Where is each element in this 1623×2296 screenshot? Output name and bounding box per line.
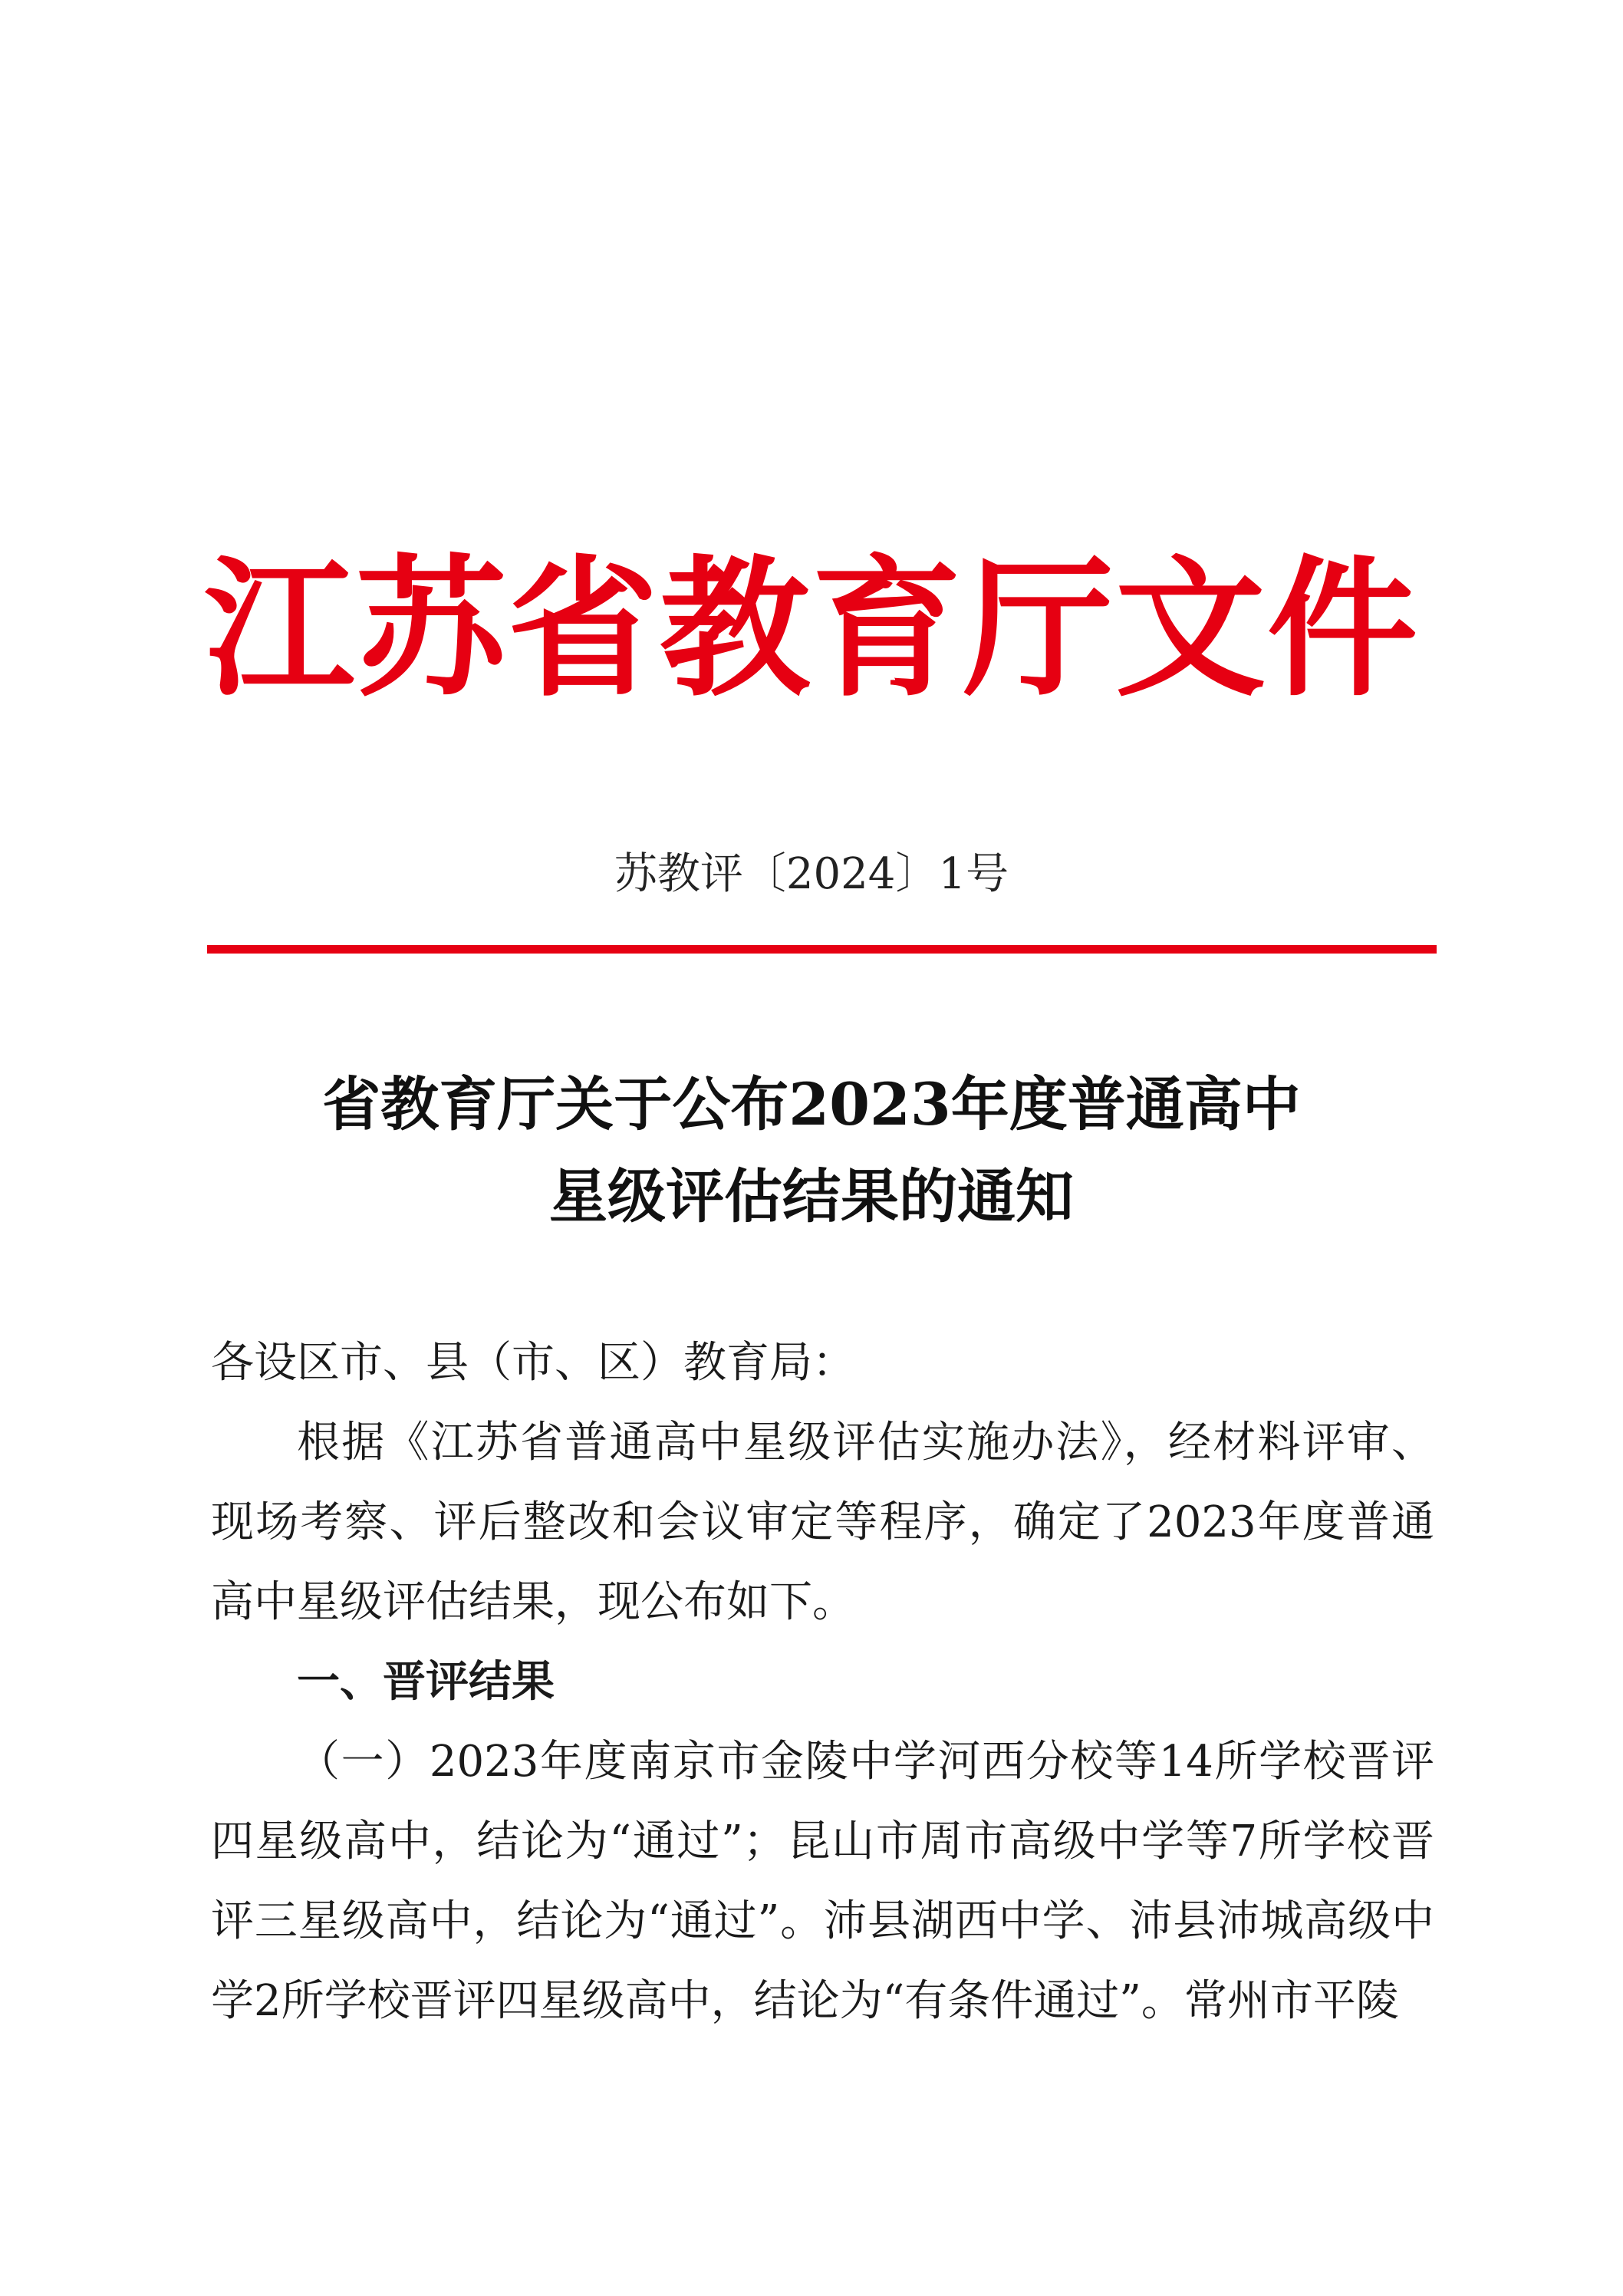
masthead-title: 江苏省教育厅文件 bbox=[203, 541, 1419, 717]
salutation: 各设区市、县（市、区）教育局： bbox=[211, 1338, 855, 1388]
section-heading-1: 一、晋评结果 bbox=[297, 1657, 555, 1707]
red-divider-rule bbox=[207, 945, 1437, 954]
notice-title-line-1: 省教育厅关于公布2023年度普通高中 bbox=[322, 1070, 1301, 1138]
notice-title bbox=[0, 1059, 1623, 1243]
notice-body bbox=[211, 1323, 1434, 2041]
intro-paragraph: 根据《江苏省普通高中星级评估实施办法》，经材料评审、现场考察、评后整改和会议审定等程序，确定了2023年度普通高中星级评估结果，现公布如下。 bbox=[211, 1418, 1434, 1627]
document-number: 苏教评〔2024〕1号 bbox=[614, 849, 1009, 899]
section-1-paragraph-1: （一）2023年度南京市金陵中学河西分校等14所学校晋评四星级高中，结论为“通过”；昆山市周市高级中学等7所学校晋评三星级高中，结论为“通过”。沛县湖西中学、沛县沛城高级中学2所学校晋评四星级高中，结论为“有条件通过”。常州市平陵 bbox=[211, 1737, 1434, 2026]
notice-title-line-2: 星级评估结果的通知 bbox=[549, 1162, 1074, 1230]
